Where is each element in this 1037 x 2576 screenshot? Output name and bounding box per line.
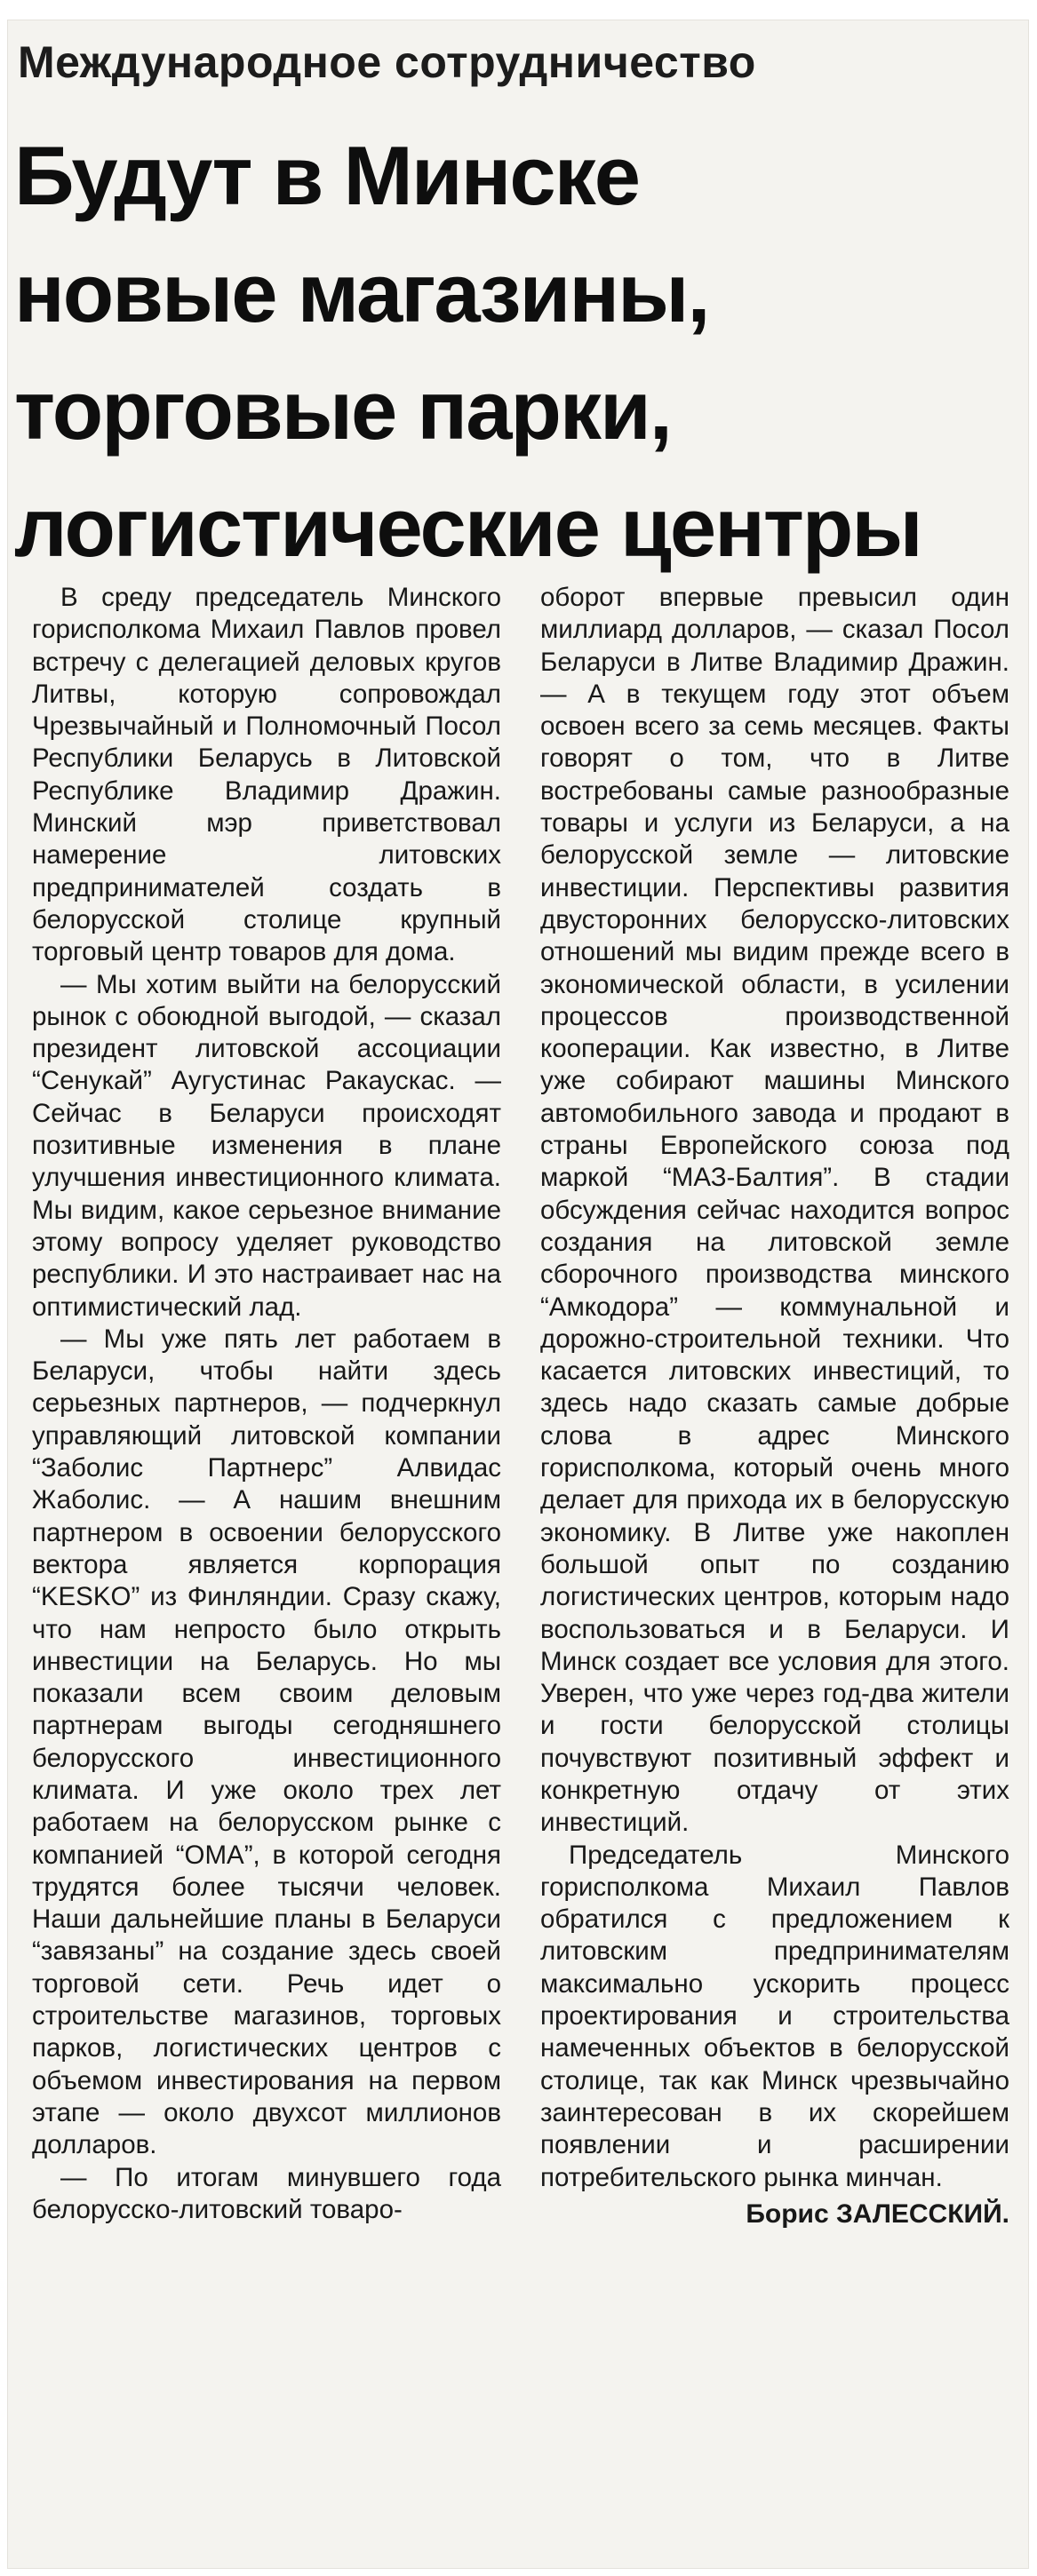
text-column-left (32, 582, 501, 2231)
headline-line: Будут в Минске (14, 129, 640, 222)
paragraph: Председатель Минского горисполкома Михаил Павлов обратился с предложением к литовским предпринимателям максимально ускорить процесс проектирования и строительства намеченных объектов в белорусской столице, так как Минск чрезвычайно заинтересован в их скорейшем появлении и расширении потребительского рынка минчан. (540, 1840, 1009, 2192)
article-headline (14, 117, 1027, 586)
paragraph: — Мы уже пять лет работаем в Беларуси, чтобы найти здесь серьезных партнеров, — подчеркнул управляющий литовской компании “Заболис Партнерс” Алвидас Жаболис. — А нашим внешним партнером в освоении белорусского вектора является корпорация “KESKO” из Финляндии. Сразу скажу, что нам непросто было открыть инвестиции на Беларусь. Но мы показали всем своим деловым партнерам выгоды сегодняшнего белорусского инвестиционного климата. И уже около трех лет работаем на белорусском рынке с компанией “ОМА”, в которой сегодня трудятся более тысячи человек. Наши дальнейшие планы в Беларуси “завязаны” на создание здесь своей торговой сети. Речь идет о строительстве магазинов, торговых парков, логистических центров с объемом инвестирования на первом этапе — около двухсот миллионов долларов. (32, 1324, 501, 2160)
headline-line: логистические центры (14, 481, 921, 574)
paragraph: — По итогам минувшего года белорусско-литовский товаро- (32, 2162, 501, 2224)
paragraph: В среду председатель Минского горисполкома Михаил Павлов провел встречу с делегацией деловых кругов Литвы, которую сопровождал Чрезвычайный и Полномочный Посол Республики Беларусь в Литовской Республике Владимир Дражин. Минский мэр приветствовал намерение литовских предпринимателей создать в белорусской столице крупный торговый центр товаров для дома. (32, 583, 501, 967)
headline-line: новые магазины, (14, 246, 709, 339)
paragraph: — Мы хотим выйти на белорусский рынок с обоюдной выгодой, — сказал президент литовской ассоциации “Сенукай” Аугустинас Ракаускас. — Сейчас в Беларуси происходят позитивные изменения в плане улучшения инвестиционного климата. Мы видим, какое серьезное внимание этому вопросу уделяет руководство республики. И это настраивает нас на оптимистический лад. (32, 969, 501, 1322)
rubric-heading: Международное сотрудничество (18, 37, 756, 87)
article-body (32, 582, 1009, 2231)
text-column-right (540, 582, 1009, 2231)
headline-line: торговые парки, (14, 363, 671, 457)
paragraph: оборот впервые превысил один миллиард долларов, — сказал Посол Беларуси в Литве Владимир Дражин. — А в текущем году этот объем освоен всего за семь месяцев. Факты говорят о том, что в Литве востребованы самые разнообразные товары и услуги из Беларуси, а на белорусской земле — литовские инвестиции. Перспективы развития двусторонних белорусско-литовских отношений мы видим прежде всего в экономической области, в усилении процессов производственной кооперации. Как известно, в Литве уже собирают машины Минского автомобильного завода и продают в страны Европейского союза под маркой “МАЗ-Балтия”. В стадии обсуждения сейчас находится вопрос создания на литовской земле сборочного производства минского “Амкодора” — коммунальной и дорожно-строительной техники. Что касается литовских инвестиций, то здесь надо сказать самые добрые слова в адрес Минского горисполкома, который очень много делает для прихода их в белорусскую экономику. В Литве уже накоплен большой опыт по созданию логистических центров, которым надо воспользоваться и в Беларуси. И Минск создает все условия для этого. Уверен, что уже через год-два жители и гости белорусской столицы почувствуют позитивный эффект и конкретную отдачу от этих инвестиций. (540, 583, 1009, 1838)
author-byline: Борис ЗАЛЕССКИЙ. (746, 2198, 1009, 2229)
